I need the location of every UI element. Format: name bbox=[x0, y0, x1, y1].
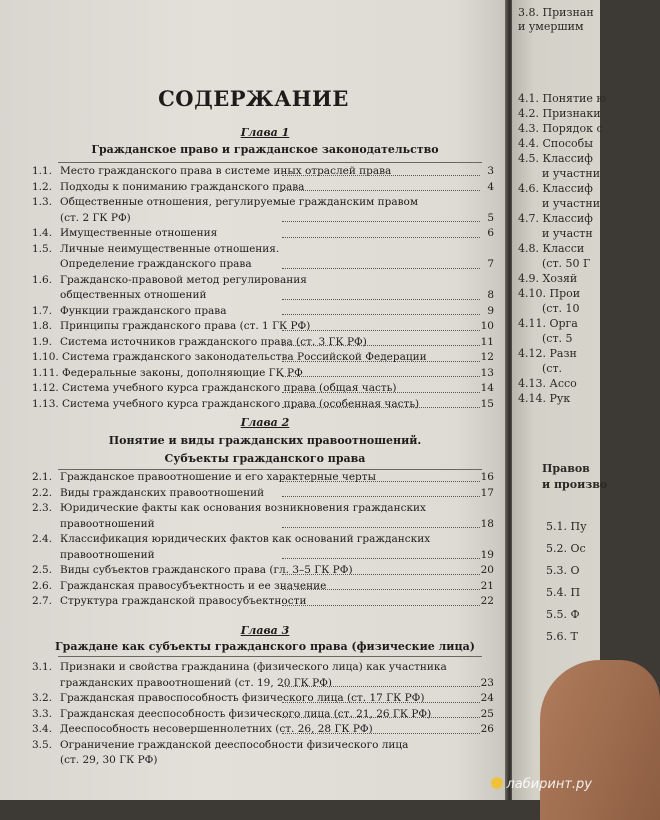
toc-page-number: 23 bbox=[480, 676, 494, 689]
toc-entry-number: 3.3. bbox=[32, 707, 53, 720]
toc-entry[interactable] bbox=[32, 180, 494, 196]
toc-page-number: 5 bbox=[487, 211, 494, 224]
chapter-label: Глава 3 bbox=[240, 624, 290, 637]
chapter-heading: Гражданское право и гражданское законодательство bbox=[91, 143, 439, 156]
toc-entry-number: 1.5. bbox=[32, 242, 53, 255]
toc-entry-number: 3.4. bbox=[32, 723, 53, 735]
right-page-heading: Правов bbox=[542, 462, 590, 475]
toc-page-number: 12 bbox=[480, 351, 494, 363]
dot-leader bbox=[282, 175, 480, 176]
right-page-entry: 4.1. Понятие ю bbox=[518, 92, 606, 105]
right-page-entry: и участн bbox=[542, 227, 593, 240]
toc-entry-number: 2.6. bbox=[32, 579, 53, 592]
toc-entry-title: Ограничение гражданской дееспособности физического лица bbox=[60, 738, 409, 751]
right-page-entry: 4.2. Признаки bbox=[518, 107, 601, 120]
toc-entry-title: Определение гражданского права bbox=[60, 258, 252, 270]
toc-entry-number: 1.7. bbox=[32, 304, 53, 317]
toc-page-number: 24 bbox=[480, 692, 494, 704]
right-page-entry: и участни bbox=[542, 197, 601, 210]
right-page-entry: 4.10. Прои bbox=[518, 287, 581, 300]
right-page-entry: 4.7. Классиф bbox=[518, 212, 593, 225]
toc-entry[interactable] bbox=[32, 501, 494, 532]
toc-entry-title: Виды гражданских правоотношений bbox=[60, 486, 265, 499]
toc-entry[interactable] bbox=[32, 660, 494, 691]
toc-entry-title: Признаки и свойства гражданина (физического лица) как участника bbox=[60, 661, 447, 673]
dot-leader bbox=[282, 314, 480, 315]
right-page-entry: 4.3. Порядок с bbox=[518, 122, 603, 135]
toc-entry-title: Классификация юридических фактов как оснований гражданских bbox=[60, 533, 431, 545]
right-page-entry: и участни bbox=[542, 167, 601, 180]
dot-leader bbox=[282, 376, 480, 377]
right-page-entry: (ст. 5 bbox=[542, 332, 573, 345]
toc-entry-number: 1.2. bbox=[32, 180, 53, 193]
toc-entry[interactable] bbox=[32, 226, 494, 242]
toc-entry[interactable] bbox=[32, 350, 494, 366]
right-page-entry: (ст. 10 bbox=[542, 302, 580, 315]
toc-entry[interactable] bbox=[32, 381, 494, 397]
right-page-line: 3.8. Признан bbox=[518, 6, 594, 19]
dot-leader bbox=[282, 733, 480, 734]
toc-entry[interactable] bbox=[32, 319, 494, 335]
toc-entry-title: Гражданское правоотношение и его характерные черты bbox=[60, 471, 376, 483]
right-page-heading: и произво bbox=[542, 478, 608, 491]
dot-leader bbox=[282, 527, 480, 528]
chapter-label: Глава 2 bbox=[240, 416, 290, 429]
toc-page-number: 14 bbox=[480, 382, 494, 394]
dot-leader bbox=[282, 392, 480, 393]
dot-leader bbox=[282, 361, 480, 362]
toc-entry[interactable] bbox=[32, 366, 494, 382]
toc-entry-title: Система источников гражданского права (ст. 3 ГК РФ) bbox=[60, 335, 367, 348]
toc-page-number: 15 bbox=[480, 397, 494, 410]
watermark-text: лабиринт.ру bbox=[506, 777, 592, 792]
toc-page-number: 11 bbox=[480, 335, 494, 348]
toc-entry-title: Система гражданского законодательства Российской Федерации bbox=[62, 351, 427, 363]
toc-page-number: 10 bbox=[480, 320, 494, 332]
watermark bbox=[491, 777, 592, 792]
toc-entry[interactable] bbox=[32, 397, 494, 413]
toc-entry[interactable] bbox=[32, 722, 494, 738]
toc-entry-title: Личные неимущественные отношения. bbox=[60, 242, 280, 255]
toc-entry-title: Функции гражданского права bbox=[60, 304, 227, 317]
toc-entry-title: Гражданско-правовой метод регулирования bbox=[60, 273, 307, 286]
toc-entry-title: Система учебного курса гражданского права (общая часть) bbox=[62, 382, 397, 394]
toc-entry-number: 1.3. bbox=[32, 196, 53, 208]
toc-entry-number: 1.6. bbox=[32, 273, 53, 286]
dot-leader bbox=[282, 237, 480, 238]
dot-leader bbox=[282, 702, 480, 703]
toc-entry[interactable] bbox=[32, 486, 494, 502]
toc-entry-title: Федеральные законы, дополняющие ГК РФ bbox=[62, 366, 303, 379]
toc-entry-number: 3.5. bbox=[32, 738, 53, 751]
toc-entry[interactable] bbox=[32, 195, 494, 226]
right-page-entry: (ст. bbox=[542, 362, 563, 375]
toc-page-number: 3 bbox=[487, 165, 494, 177]
right-page-line: и умершим bbox=[518, 20, 584, 33]
toc-entry-title: (ст. 2 ГК РФ) bbox=[60, 211, 131, 224]
toc-page-number: 13 bbox=[480, 366, 494, 379]
dot-leader bbox=[282, 221, 480, 222]
dot-leader bbox=[282, 190, 480, 191]
right-page-entry: 5.1. Пу bbox=[546, 520, 587, 533]
right-page-entry: 4.8. Класси bbox=[518, 242, 585, 255]
dot-leader bbox=[282, 686, 480, 687]
right-page-entry: 4.4. Способы bbox=[518, 137, 594, 150]
dot-leader bbox=[282, 589, 480, 590]
right-page-entry: 4.5. Классиф bbox=[518, 152, 593, 165]
toc-entry-number: 2.4. bbox=[32, 533, 53, 545]
toc-entry-number: 2.2. bbox=[32, 486, 53, 499]
toc-entry[interactable] bbox=[32, 273, 494, 304]
toc-entry[interactable] bbox=[32, 738, 494, 769]
right-page-entry: 4.13. Ассо bbox=[518, 377, 577, 390]
toc-entry-title: Принципы гражданского права (ст. 1 ГК РФ) bbox=[60, 320, 311, 332]
toc-entry-title: гражданских правоотношений (ст. 19, 20 ГК РФ) bbox=[60, 676, 333, 689]
toc-entry-number: 1.9. bbox=[32, 335, 53, 348]
dot-leader bbox=[282, 481, 480, 482]
right-page-entry: 4.9. Хозяй bbox=[518, 272, 578, 285]
toc-page-number: 22 bbox=[480, 595, 494, 607]
toc-entry-title: Имущественные отношения bbox=[60, 227, 218, 239]
labirint-logo-icon bbox=[491, 777, 503, 789]
right-page-entry: 4.12. Разн bbox=[518, 347, 577, 360]
right-page-entry: (ст. 50 Г bbox=[542, 257, 591, 270]
dot-leader bbox=[282, 330, 480, 331]
toc-page-number: 21 bbox=[480, 579, 494, 592]
toc-entry-title: Гражданская правоспособность физического лица (ст. 17 ГК РФ) bbox=[60, 692, 425, 704]
dot-leader bbox=[282, 268, 480, 269]
toc-entry-number: 1.12. bbox=[32, 382, 59, 394]
toc-entry-title: правоотношений bbox=[60, 517, 155, 530]
right-page-entry: 5.2. Ос bbox=[546, 542, 586, 555]
toc-page-number: 20 bbox=[480, 564, 494, 576]
chapter-heading: Граждане как субъекты гражданского права (физические лица) bbox=[55, 640, 475, 653]
finger-shadow bbox=[540, 660, 660, 820]
toc-entry-number: 3.1. bbox=[32, 661, 53, 673]
toc-entry[interactable] bbox=[32, 242, 494, 273]
right-page-entry: 5.4. П bbox=[546, 586, 581, 599]
toc-entry-title: Место гражданского права в системе иных отраслей права bbox=[60, 165, 392, 177]
toc-page-number: 16 bbox=[480, 471, 494, 483]
toc-page-number: 4 bbox=[487, 180, 494, 193]
toc-entry-title: Подходы к пониманию гражданского права bbox=[60, 180, 305, 193]
toc-entry-number: 2.7. bbox=[32, 595, 53, 607]
toc-entry-title: правоотношений bbox=[60, 548, 155, 561]
toc-entry-number: 1.10. bbox=[32, 351, 59, 363]
dot-leader bbox=[282, 299, 480, 300]
toc-entry-number: 2.5. bbox=[32, 564, 53, 576]
toc-page-number: 9 bbox=[487, 304, 494, 317]
toc-entry-title: Система учебного курса гражданского права (особенная часть) bbox=[62, 397, 420, 410]
toc-entry-title: Общественные отношения, регулируемые гражданским правом bbox=[60, 196, 419, 208]
toc-entry[interactable] bbox=[32, 594, 494, 610]
toc-entry-number: 1.13. bbox=[32, 397, 59, 410]
right-page-entry: 5.6. Т bbox=[546, 630, 578, 643]
toc-entry[interactable] bbox=[32, 532, 494, 563]
dot-leader bbox=[282, 345, 480, 346]
toc-page-number: 17 bbox=[480, 486, 494, 499]
toc-page-number: 18 bbox=[480, 517, 494, 530]
right-page-entry: 5.3. О bbox=[546, 564, 580, 577]
right-page-entry: 4.6. Классиф bbox=[518, 182, 593, 195]
dot-leader bbox=[282, 605, 480, 606]
toc-entry[interactable] bbox=[32, 164, 494, 180]
page-title: СОДЕРЖАНИЕ bbox=[158, 86, 349, 111]
toc-entry-number: 1.8. bbox=[32, 320, 53, 332]
toc-entry-number: 1.1. bbox=[32, 165, 53, 177]
dot-leader bbox=[282, 574, 480, 575]
right-page-entry: 4.14. Рук bbox=[518, 392, 571, 405]
dot-leader bbox=[282, 407, 480, 408]
toc-entry-title: Гражданская правосубъектность и ее значение bbox=[60, 579, 327, 592]
toc-entry[interactable] bbox=[32, 579, 494, 595]
toc-entry-number: 3.2. bbox=[32, 692, 53, 704]
chapter-label: Глава 1 bbox=[240, 126, 290, 139]
chapter-divider bbox=[58, 656, 482, 657]
toc-page-number: 7 bbox=[487, 258, 494, 270]
chapter-heading: Субъекты гражданского права bbox=[164, 452, 366, 465]
toc-entry-title: Юридические факты как основания возникновения гражданских bbox=[60, 502, 426, 514]
dot-leader bbox=[282, 496, 480, 497]
toc-entry[interactable] bbox=[32, 691, 494, 707]
toc-entry-title: Виды субъектов гражданского права (гл. 3–5 ГК РФ) bbox=[60, 564, 353, 576]
toc-entry[interactable] bbox=[32, 304, 494, 320]
toc-entry-number: 2.3. bbox=[32, 502, 53, 514]
chapter-heading: Понятие и виды гражданских правоотношений. bbox=[108, 434, 422, 447]
chapter-divider bbox=[58, 162, 482, 163]
toc-entry-number: 2.1. bbox=[32, 471, 53, 483]
toc-page-number: 26 bbox=[480, 723, 494, 735]
right-page-entry: 5.5. Ф bbox=[546, 608, 580, 621]
toc-entry-title: Дееспособность несовершеннолетних (ст. 26, 28 ГК РФ) bbox=[60, 723, 373, 735]
toc-entry[interactable] bbox=[32, 335, 494, 351]
toc-entry-number: 1.4. bbox=[32, 227, 53, 239]
dot-leader bbox=[282, 558, 480, 559]
toc-entry-title: Структура гражданской правосубъектности bbox=[60, 595, 307, 607]
toc-page-number: 25 bbox=[480, 707, 494, 720]
toc-entry[interactable] bbox=[32, 470, 494, 486]
toc-page-number: 6 bbox=[487, 227, 494, 239]
toc-page-number: 8 bbox=[487, 289, 494, 301]
toc-entry-title: (ст. 29, 30 ГК РФ) bbox=[60, 754, 158, 766]
right-page-entry: 4.11. Орга bbox=[518, 317, 578, 330]
toc-entry-title: Гражданская дееспособность физического лица (ст. 21, 26 ГК РФ) bbox=[60, 707, 432, 720]
toc-entry-number: 1.11. bbox=[32, 366, 59, 379]
toc-entry[interactable] bbox=[32, 563, 494, 579]
toc-page-number: 19 bbox=[480, 548, 494, 561]
toc-entry[interactable] bbox=[32, 707, 494, 723]
dot-leader bbox=[282, 717, 480, 718]
toc-entry-title: общественных отношений bbox=[60, 289, 207, 301]
